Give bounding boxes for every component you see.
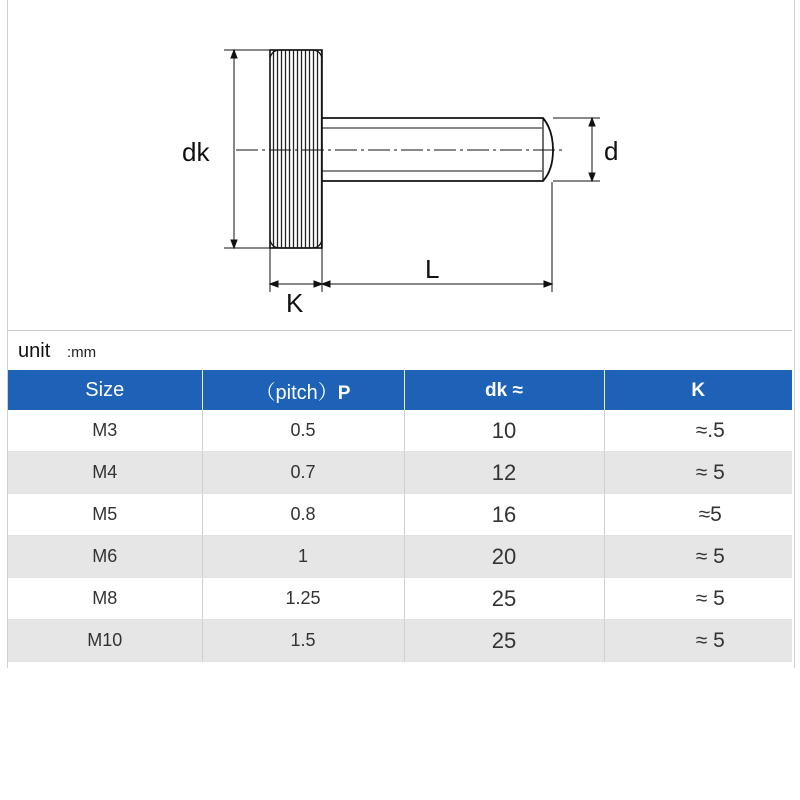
table-row bbox=[8, 452, 792, 494]
screw-head bbox=[270, 50, 322, 248]
cell-dk: 20 bbox=[404, 536, 604, 578]
table-row bbox=[8, 536, 792, 578]
cell-pitch: 0.8 bbox=[202, 494, 404, 536]
cell-size: M3 bbox=[8, 410, 202, 452]
cell-dk: 12 bbox=[404, 452, 604, 494]
k-dimension bbox=[270, 248, 322, 292]
header-size: Size bbox=[8, 370, 202, 410]
cell-size: M5 bbox=[8, 494, 202, 536]
header-pitch bbox=[202, 370, 404, 410]
header-k: K bbox=[604, 370, 792, 410]
unit-row bbox=[8, 330, 792, 370]
unit-label: unit bbox=[18, 340, 51, 362]
header-dk: dk ≈ bbox=[404, 370, 604, 410]
header-pitch-text: （pitch） bbox=[255, 381, 338, 404]
cell-pitch: 0.5 bbox=[202, 410, 404, 452]
table-header-row bbox=[8, 370, 792, 410]
dk-label: dk bbox=[182, 137, 210, 167]
d-label: d bbox=[604, 136, 619, 166]
cell-dk: 16 bbox=[404, 494, 604, 536]
k-label: K bbox=[286, 288, 304, 318]
dk-dimension bbox=[224, 50, 270, 248]
cell-k: ≈.5 bbox=[604, 410, 792, 452]
cell-size: M6 bbox=[8, 536, 202, 578]
cell-pitch: 1.25 bbox=[202, 578, 404, 620]
cell-size: M4 bbox=[8, 452, 202, 494]
cell-dk: 10 bbox=[404, 410, 604, 452]
table-row bbox=[8, 620, 792, 662]
unit-value: :mm bbox=[67, 344, 97, 361]
cell-pitch: 1.5 bbox=[202, 620, 404, 662]
cell-k: ≈5 bbox=[604, 494, 792, 536]
table-row bbox=[8, 410, 792, 452]
cell-k: ≈ 5 bbox=[604, 578, 792, 620]
cell-pitch: 1 bbox=[202, 536, 404, 578]
table-row bbox=[8, 494, 792, 536]
spec-table bbox=[8, 370, 792, 662]
cell-dk: 25 bbox=[404, 578, 604, 620]
cell-k: ≈ 5 bbox=[604, 452, 792, 494]
cell-dk: 25 bbox=[404, 620, 604, 662]
thumb-screw-diagram bbox=[0, 0, 800, 330]
cell-size: M8 bbox=[8, 578, 202, 620]
cell-pitch: 0.7 bbox=[202, 452, 404, 494]
header-pitch-symbol: P bbox=[337, 382, 351, 404]
table-row bbox=[8, 578, 792, 620]
cell-size: M10 bbox=[8, 620, 202, 662]
l-label: L bbox=[425, 254, 440, 284]
cell-k: ≈ 5 bbox=[604, 536, 792, 578]
cell-k: ≈ 5 bbox=[604, 620, 792, 662]
